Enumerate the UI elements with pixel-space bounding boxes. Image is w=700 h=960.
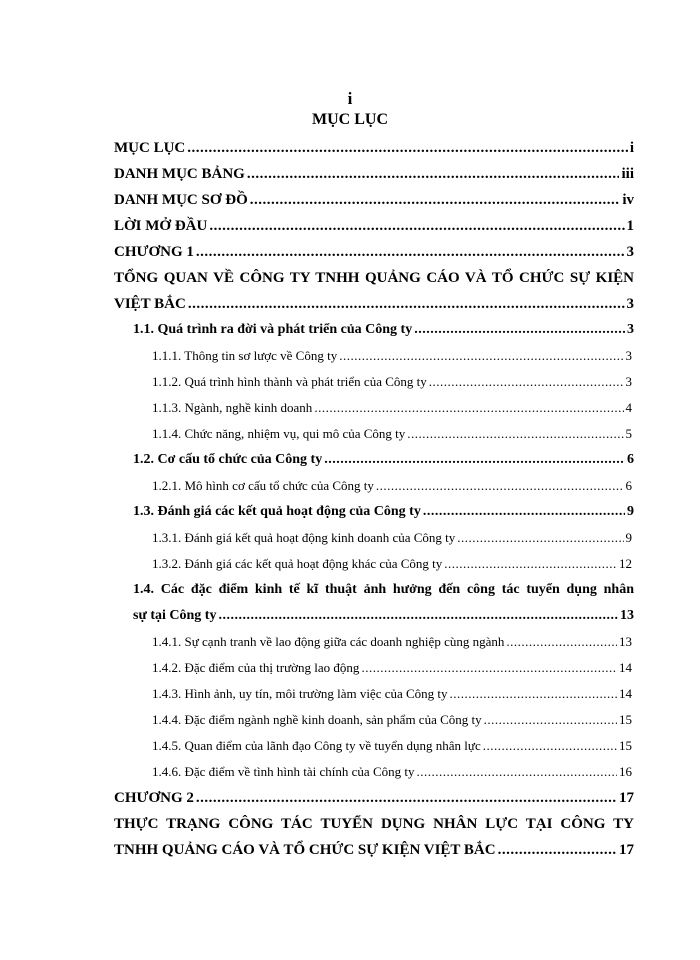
dot-leader: [324, 452, 625, 468]
toc-entry-page: 14: [619, 660, 632, 675]
dot-leader: [187, 140, 628, 157]
dot-leader: [314, 400, 623, 416]
toc-entry-1-3-2[interactable]: [152, 556, 632, 572]
toc-entry-page: 13: [620, 608, 634, 623]
toc-entry-1-1[interactable]: [133, 322, 634, 338]
dot-leader: [416, 764, 617, 780]
dot-leader: [429, 374, 624, 390]
toc-entry-page: i: [629, 140, 634, 156]
toc-entry-page: 9: [627, 504, 634, 519]
toc-entry-1-1-1[interactable]: [152, 348, 632, 364]
dot-leader: [209, 218, 624, 235]
toc-entry-label: DANH MỤC BẢNG: [114, 166, 245, 182]
toc-entry-label: 1.3. Đánh giá các kết quả hoạt động của Công ty: [133, 504, 421, 519]
toc-entry-1-3[interactable]: [133, 504, 634, 520]
dot-leader: [450, 686, 617, 702]
toc-entry-page: 9: [625, 530, 632, 545]
toc-entry-1-1-3[interactable]: [152, 400, 632, 416]
dot-leader: [483, 738, 617, 754]
toc-entry-label: 1.4.1. Sự cạnh tranh về lao động giữa các doanh nghiệp cùng ngành: [152, 634, 505, 649]
toc-entry-label: 1.1. Quá trình ra đời và phát triển của Công ty: [133, 322, 413, 337]
dot-leader: [188, 296, 625, 313]
toc-entry-page: 17: [619, 790, 634, 806]
toc-entry-label: CHƯƠNG 2: [114, 790, 194, 806]
toc-entry-page: 6: [625, 478, 632, 493]
page-number: i: [347, 89, 353, 108]
toc-entry-chuong-2[interactable]: [114, 790, 634, 807]
toc-entry-label: sự tại Công ty: [133, 608, 217, 623]
toc-entry-page: 4: [625, 400, 632, 415]
page-title: MỤC LỤC: [312, 111, 388, 128]
table-of-contents: [0, 140, 700, 860]
toc-entry-page: iii: [621, 166, 634, 182]
toc-entry-chuong-1[interactable]: [114, 244, 634, 261]
toc-entry-label: 1.4.5. Quan điểm của lãnh đạo Công ty về tuyển dụng nhân lực: [152, 738, 481, 753]
toc-entry-label: 1.4.2. Đặc điểm của thị trường lao động: [152, 660, 360, 675]
toc-entry-1-4-2[interactable]: [152, 660, 632, 676]
toc-entry-page: 15: [619, 738, 632, 753]
toc-entry-page: 12: [619, 556, 632, 571]
dot-leader: [376, 478, 624, 494]
toc-entry-1-1-4[interactable]: [152, 426, 632, 442]
toc-entry-label: 1.4.3. Hình ảnh, uy tín, môi trường làm việc của Công ty: [152, 686, 448, 701]
toc-entry-label: CHƯƠNG 1: [114, 244, 194, 260]
dot-leader: [196, 790, 617, 807]
toc-entry-1-1-2[interactable]: [152, 374, 632, 390]
toc-entry-1-4-3[interactable]: [152, 686, 632, 702]
toc-entry-page: 6: [627, 452, 634, 467]
toc-entry-thuc-trang-line2[interactable]: [114, 842, 634, 859]
toc-entry-label: VIỆT BẮC: [114, 296, 186, 312]
dot-leader: [361, 660, 617, 676]
toc-entry-page: 17: [619, 842, 634, 858]
toc-entry-page: 3: [626, 244, 634, 260]
toc-entry-label: DANH MỤC SƠ ĐỒ: [114, 192, 248, 208]
toc-entry-label: 1.3.2. Đánh giá các kết quả hoạt động khác của Công ty: [152, 556, 443, 571]
dot-leader: [196, 244, 625, 261]
toc-entry-1-3-1[interactable]: [152, 530, 632, 546]
toc-entry-page: 3: [627, 322, 634, 337]
dot-leader: [498, 842, 617, 859]
toc-entry-label: 1.2.1. Mô hình cơ cấu tổ chức của Công ty: [152, 478, 374, 493]
toc-entry-label: 1.1.4. Chức năng, nhiệm vụ, qui mô của Công ty: [152, 426, 406, 441]
toc-entry-label: 1.4.4. Đặc điểm ngành nghề kinh doanh, sản phẩm của Công ty: [152, 712, 482, 727]
toc-entry-label: LỜI MỞ ĐẦU: [114, 218, 208, 234]
toc-entry-label: MỤC LỤC: [114, 140, 186, 156]
toc-entry-page: 3: [625, 374, 632, 389]
toc-entry-page: 16: [619, 764, 632, 779]
toc-entry-1-4-1[interactable]: [152, 634, 632, 650]
toc-entry-1-4-line1[interactable]: 1.4. Các đặc điểm kinh tế kĩ thuật ảnh hưởng đến công tác tuyển dụng nhân: [133, 582, 634, 597]
toc-entry-danh-muc-bang[interactable]: [114, 166, 634, 183]
toc-entry-label: TNHH QUẢNG CÁO VÀ TỔ CHỨC SỰ KIỆN VIỆT BẮC: [114, 842, 496, 858]
toc-entry-1-4-4[interactable]: [152, 712, 632, 728]
dot-leader: [444, 556, 617, 572]
toc-entry-1-2[interactable]: [133, 452, 634, 468]
dot-leader: [247, 166, 620, 183]
toc-entry-page: 5: [625, 426, 632, 441]
toc-entry-muc-luc[interactable]: [114, 140, 634, 157]
toc-entry-label: 1.1.3. Ngành, nghề kinh doanh: [152, 400, 313, 415]
toc-entry-tong-quan-line2[interactable]: [114, 296, 634, 313]
toc-entry-page: 1: [626, 218, 634, 234]
dot-leader: [457, 530, 623, 546]
toc-entry-page: iv: [622, 192, 634, 208]
dot-leader: [218, 608, 618, 624]
toc-entry-page: 3: [626, 296, 634, 312]
toc-entry-page: 14: [619, 686, 632, 701]
dot-leader: [484, 712, 617, 728]
toc-entry-1-4-6[interactable]: [152, 764, 632, 780]
dot-leader: [339, 348, 623, 364]
toc-entry-tong-quan-line1[interactable]: TỔNG QUAN VỀ CÔNG TY TNHH QUẢNG CÁO VÀ TỔ CHỨC SỰ KIỆN: [114, 270, 634, 286]
toc-entry-label: 1.3.1. Đánh giá kết quả hoạt động kinh doanh của Công ty: [152, 530, 456, 545]
toc-entry-label: 1.4.6. Đặc điểm về tình hình tài chính của Công ty: [152, 764, 415, 779]
dot-leader: [506, 634, 617, 650]
toc-entry-page: 13: [619, 634, 632, 649]
toc-entry-label: 1.2. Cơ cấu tổ chức của Công ty: [133, 452, 323, 467]
toc-entry-label: 1.1.1. Thông tin sơ lược về Công ty: [152, 348, 338, 363]
toc-entry-1-2-1[interactable]: [152, 478, 632, 494]
toc-entry-page: 15: [619, 712, 632, 727]
dot-leader: [414, 322, 625, 338]
toc-entry-thuc-trang-line1[interactable]: THỰC TRẠNG CÔNG TÁC TUYỂN DỤNG NHÂN LỰC TẠI CÔNG TY: [114, 816, 634, 832]
toc-entry-label: 1.1.2. Quá trình hình thành và phát triển của Công ty: [152, 374, 427, 389]
toc-entry-page: 3: [625, 348, 632, 363]
toc-entry-1-4-5[interactable]: [152, 738, 632, 754]
dot-leader: [407, 426, 623, 442]
toc-entry-1-4-line2[interactable]: [133, 608, 634, 624]
dot-leader: [423, 504, 625, 520]
toc-entry-danh-muc-so-do[interactable]: [114, 192, 634, 209]
toc-entry-loi-mo-dau[interactable]: [114, 218, 634, 235]
dot-leader: [250, 192, 621, 209]
